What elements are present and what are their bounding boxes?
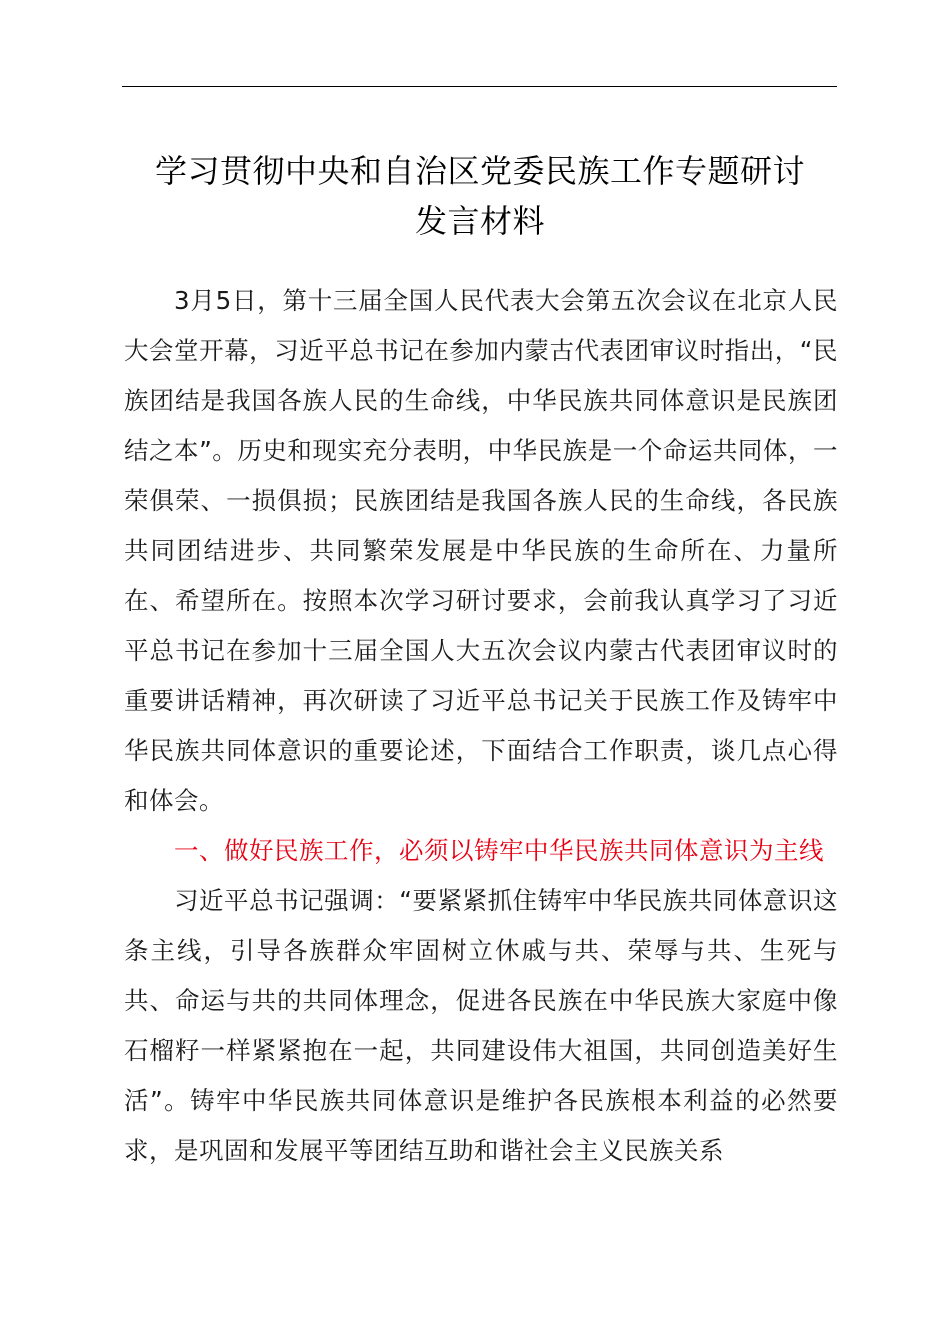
title-line-1: 学习贯彻中央和自治区党委民族工作专题研讨 — [154, 152, 805, 190]
document-title — [110, 146, 850, 246]
section-heading-1: 一、做好民族工作，必须以铸牢中华民族共同体意识为主线 — [174, 836, 824, 865]
intro-paragraph: 3月5日，第十三届全国人民代表大会第五次会议在北京人民大会堂开幕，习近平总书记在参加内蒙古代表团审议时指出，“民族团结是我国各族人民的生命线，中华民族共同体意识是民族团结之本”。历史和现实充分表明，中华民族是一个命运共同体，一荣俱荣、一损俱损；民族团结是我国各族人民的生命线，各民族共同团结进步、共同繁荣发展是中华民族的生命所在、力量所在、希望所在。按照本次学习研讨要求，会前我认真学习了习近平总书记在参加十三届全国人大五次会议内蒙古代表团审议时的重要讲话精神，再次研读了习近平总书记关于民族工作及铸牢中华民族共同体意识的重要论述，下面结合工作职责，谈几点心得和体会。 — [124, 286, 838, 815]
section-1-paragraph: 习近平总书记强调：“要紧紧抓住铸牢中华民族共同体意识这条主线，引导各族群众牢固树立休戚与共、荣辱与共、生死与共、命运与共的共同体理念，促进各民族在中华民族大家庭中像石榴籽一样紧紧抱在一起，共同建设伟大祖国，共同创造美好生活”。铸牢中华民族共同体意识是维护各民族根本利益的必然要求，是巩固和发展平等团结互助和谐社会主义民族关系 — [124, 886, 838, 1165]
title-line-2: 发言材料 — [414, 202, 545, 240]
document-body — [124, 276, 838, 1176]
header-rule — [122, 86, 837, 87]
